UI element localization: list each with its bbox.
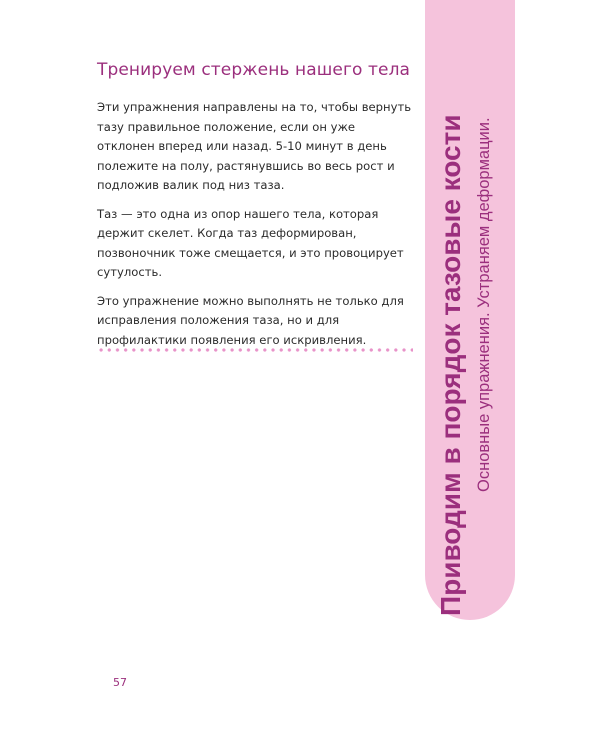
chapter-side-tab-text (426, 32, 516, 632)
chapter-title: Приводим в порядок тазовые кости (435, 114, 466, 616)
paragraph: Эти упражнения направлены на то, чтобы вернуть тазу правильное положение, если он уже отклонен вперед или назад. 5-10 минут в день полежите на полу, растянувшись во весь рост и подложив валик под низ таза. (97, 100, 412, 192)
page-number: 57 (113, 676, 127, 689)
section-heading: Тренируем стержень нашего тела (97, 60, 411, 80)
dotted-divider (97, 348, 413, 352)
paragraph: Это упражнение можно выполнять не только для исправления положения таза, но и для профилактики появления его искривления. (97, 293, 404, 347)
paragraph: Таз — это одна из опор нашего тела, которая держит скелет. Когда таз деформирован, позвоночник тоже смещается, и это провоцирует сутулость. (97, 206, 404, 279)
chapter-subtitle: Основные упражнения. Устраняем деформации. (475, 117, 493, 492)
section-body (97, 98, 415, 359)
